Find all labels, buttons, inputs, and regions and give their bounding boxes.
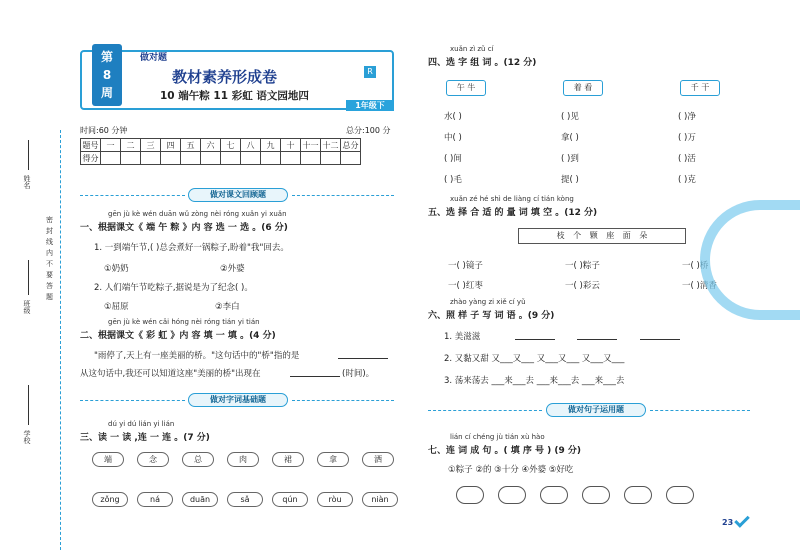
divider: [80, 400, 185, 401]
answer-cloud: [540, 486, 568, 504]
grade-tab: 1年级下: [346, 100, 394, 111]
q4-title: 四、选 字 组 词 。(12 分): [428, 58, 537, 68]
q6-1: 1. 美滋滋: [444, 332, 481, 342]
answer-cloud: [456, 486, 484, 504]
word-blank: ( )毛: [444, 175, 462, 185]
score-header-cell: 十二: [322, 140, 339, 150]
group-box-3: 千 干: [680, 80, 720, 96]
q2-2: 从这句话中,我还可以知道这座"美丽的桥"出现在: [80, 369, 261, 379]
word-blank: ( )见: [561, 112, 579, 122]
score-header-cell: 九: [261, 139, 281, 152]
q7-words: ①粽子 ②的 ③十分 ④外婆 ⑤好吃: [448, 465, 574, 475]
q1-title: 一、根据课文《 端 午 粽 》内 容 选 一 选 。(6 分): [80, 223, 288, 233]
section-banner-sentences: 做对句子运用题: [546, 403, 646, 417]
pinyin-oval: duān: [182, 492, 218, 507]
answer-cloud: [498, 486, 526, 504]
score-cell: [181, 152, 201, 165]
watermark-circle: [700, 200, 800, 320]
score-cell: [201, 152, 221, 165]
score-cell: [321, 152, 341, 165]
word-blank: 水( ): [444, 112, 462, 122]
word-blank: ( )活: [678, 154, 696, 164]
blank-line: [338, 358, 388, 359]
divider: [292, 400, 394, 401]
pinyin-oval: niàn: [362, 492, 398, 507]
score-header-cell: 十一: [302, 140, 319, 150]
q6-title: 六、照 样 子 写 词 语 。(9 分): [428, 311, 555, 321]
pinyin-oval: sǎ: [227, 492, 263, 507]
school-line: [28, 385, 29, 425]
measure-blank: 一( )彩云: [565, 281, 600, 291]
q2-1: "雨停了,天上有一座美丽的桥。"这句话中的"桥"指的是: [94, 351, 300, 361]
score-cell: [161, 152, 181, 165]
q7-pinyin: lián cí chéng jù tián xù hào: [450, 433, 545, 441]
q1-1b: ②外婆: [220, 264, 245, 274]
score-cell: [241, 152, 261, 165]
word-blank: ( )净: [678, 112, 696, 122]
q6-3: 3. 荡来荡去 ___来___去 ___来___去 ___来___去: [444, 376, 625, 386]
group-box-1: 午 牛: [446, 80, 486, 96]
score-cell: [281, 152, 301, 165]
divider: [292, 195, 394, 196]
name-label: 姓名: [23, 175, 31, 189]
class-label: 班级: [23, 300, 31, 314]
divider: [428, 410, 542, 411]
q6-2: 2. 又黏又甜 又___又___ 又___又___ 又___又___: [444, 354, 625, 364]
pinyin-oval: ná: [137, 492, 173, 507]
score-cell: [301, 152, 321, 165]
measure-blank: 一( )镜子: [448, 261, 483, 271]
char-oval: 念: [137, 452, 169, 467]
q2-pinyin: gēn jù kè wén cǎi hóng nèi róng tián yi tián: [108, 318, 260, 326]
word-blank: 提( ): [561, 175, 579, 185]
school-label: 学校: [23, 430, 31, 444]
char-oval: 拿: [317, 452, 349, 467]
score-cell: [141, 152, 161, 165]
score-header-cell: 十: [281, 139, 301, 152]
blank-line: [515, 339, 555, 340]
q2-2-end: (时间)。: [342, 369, 375, 379]
edition-badge: R: [364, 66, 376, 78]
q3-title: 三、读 一 读 ,连 一 连 。(7 分): [80, 433, 210, 443]
answer-cloud: [582, 486, 610, 504]
q3-pinyin: dú yi dú lián yi lián: [108, 420, 175, 428]
blank-line: [577, 339, 617, 340]
score-header-cell: 一: [101, 139, 121, 152]
score-header-cell: 七: [221, 139, 241, 152]
pinyin-oval: ròu: [317, 492, 353, 507]
q5-pinyin: xuǎn zé hé shì de liàng cí tián kòng: [450, 195, 574, 203]
total-label: 总分:100 分: [346, 126, 391, 135]
score-cell: [341, 152, 361, 165]
score-cell: [261, 152, 281, 165]
blank-line: [640, 339, 680, 340]
word-blank: ( )到: [561, 154, 579, 164]
word-blank: ( )万: [678, 133, 696, 143]
divider: [80, 195, 185, 196]
class-line: [28, 260, 29, 295]
score-header-cell: 总分: [342, 140, 359, 150]
page-number: 23: [722, 518, 734, 527]
word-blank: 中( ): [444, 133, 462, 143]
q1-1: 1. 一到端午节,( )总会煮好一锅粽子,盼着"我"回去。: [94, 243, 289, 253]
score-header-cell: 八: [241, 139, 261, 152]
score-header-cell: 五: [181, 139, 201, 152]
blank-line: [290, 376, 340, 377]
pinyin-oval: qún: [272, 492, 308, 507]
q4-pinyin: xuǎn zì zǔ cí: [450, 45, 494, 53]
q1-1a: ①奶奶: [104, 264, 129, 274]
q1-pinyin: gēn jù kè wén duān wǔ zòng nèi róng xuǎn yi xuǎn: [108, 210, 287, 218]
score-table: [80, 138, 361, 165]
measure-blank: 一( )清香: [682, 281, 717, 291]
word-blank: ( )间: [444, 154, 462, 164]
binding-line: [60, 130, 61, 550]
subtitle: 10 端午粽 11 彩虹 语文园地四: [160, 90, 309, 102]
seal-text: 密 封 线 内 不 要 答 题: [46, 216, 53, 301]
q1-2: 2. 人们端午节吃粽子,据说是为了纪念( )。: [94, 283, 253, 293]
check-mark-icon: [734, 512, 750, 528]
q6-pinyin: zhào yàng zi xiě cí yǔ: [450, 298, 526, 306]
char-oval: 总: [182, 452, 214, 467]
char-oval: 端: [92, 452, 124, 467]
answer-cloud: [666, 486, 694, 504]
char-oval: 裙: [272, 452, 304, 467]
week-bottom: 周: [100, 86, 113, 100]
word-blank: 拿( ): [561, 133, 579, 143]
score-cell: [101, 152, 121, 165]
name-line: [28, 140, 29, 170]
score-header-cell: 四: [161, 139, 181, 152]
time-label: 时间:60 分钟: [80, 126, 128, 135]
measure-blank: 一( )红枣: [448, 281, 483, 291]
word-blank: ( )克: [678, 175, 696, 185]
score-header-cell: 三: [141, 139, 161, 152]
week-badge: [92, 44, 122, 106]
q2-title: 二、根据课文《 彩 虹 》内 容 填 一 填 。(4 分): [80, 331, 276, 341]
score-header-cell: 六: [201, 139, 221, 152]
answer-cloud: [624, 486, 652, 504]
char-oval: 洒: [362, 452, 394, 467]
char-oval: 肉: [227, 452, 259, 467]
score-cell: 得分: [82, 153, 99, 163]
page-title: 教材素养形成卷: [172, 68, 278, 86]
q7-title: 七、连 词 成 句 。( 填 序 号 ) (9 分): [428, 446, 582, 456]
score-cell: [121, 152, 141, 165]
pinyin-oval: zǒng: [92, 492, 128, 507]
brand-badge: 做对题: [140, 53, 168, 63]
score-header-cell: 二: [121, 139, 141, 152]
q1-2b: ②李白: [215, 302, 240, 312]
q5-title: 五、选 择 合 适 的 量 词 填 空 。(12 分): [428, 208, 598, 218]
section-banner-words: 做对字词基础题: [188, 393, 288, 407]
score-cell: [221, 152, 241, 165]
q1-2a: ①屈原: [104, 302, 129, 312]
measure-blank: 一( )桥: [682, 261, 709, 271]
divider: [650, 410, 750, 411]
measure-box: 枝 个 颗 座 面 朵: [518, 228, 686, 244]
week-num: 8: [102, 68, 112, 82]
score-header-cell: 题号: [82, 140, 99, 150]
section-banner-review: 做对课文回顾题: [188, 188, 288, 202]
group-box-2: 着 看: [563, 80, 603, 96]
week-top: 第: [100, 50, 113, 64]
measure-blank: 一( )粽子: [565, 261, 600, 271]
